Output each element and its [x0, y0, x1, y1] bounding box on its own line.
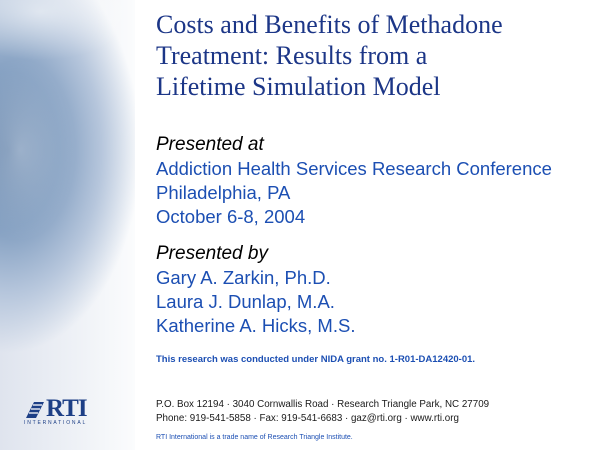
- title-line: Costs and Benefits of Methadone: [156, 10, 503, 39]
- slide-title: [156, 9, 596, 102]
- rti-logo: [24, 395, 116, 429]
- contact-address: P.O. Box 12194 · 3040 Cornwallis Road · Research Triangle Park, NC 27709: [156, 399, 490, 410]
- contact-phone-email: Phone: 919-541-5858 · Fax: 919-541-6683 · gaz@rti.org · www.rti.org: [156, 413, 459, 424]
- author-name: Katherine A. Hicks, M.S.: [156, 315, 356, 336]
- rti-globe-mark-icon: [24, 400, 46, 420]
- conference-name: Addiction Health Services Research Conference: [156, 158, 552, 179]
- title-line: Treatment: Results from a: [156, 41, 428, 70]
- author-name: Laura J. Dunlap, M.A.: [156, 291, 335, 312]
- conference-details: [156, 157, 596, 229]
- trade-name-footnote: RTI International is a trade name of Research Triangle Institute.: [156, 434, 353, 441]
- author-list: [156, 266, 596, 338]
- rti-logo-subtitle: INTERNATIONAL: [24, 420, 88, 426]
- rti-logo-letters: RTI: [46, 395, 87, 422]
- conference-location: Philadelphia, PA: [156, 182, 291, 203]
- side-panel: [0, 0, 135, 450]
- title-line: Lifetime Simulation Model: [156, 72, 441, 101]
- globe-highlight: [0, 40, 110, 270]
- grant-note: This research was conducted under NIDA grant no. 1-R01-DA12420-01.: [156, 354, 476, 365]
- author-name: Gary A. Zarkin, Ph.D.: [156, 267, 331, 288]
- contact-info: [156, 398, 596, 426]
- presented-by-heading: Presented by: [156, 243, 268, 264]
- conference-dates: October 6-8, 2004: [156, 206, 306, 227]
- presented-at-heading: Presented at: [156, 134, 264, 155]
